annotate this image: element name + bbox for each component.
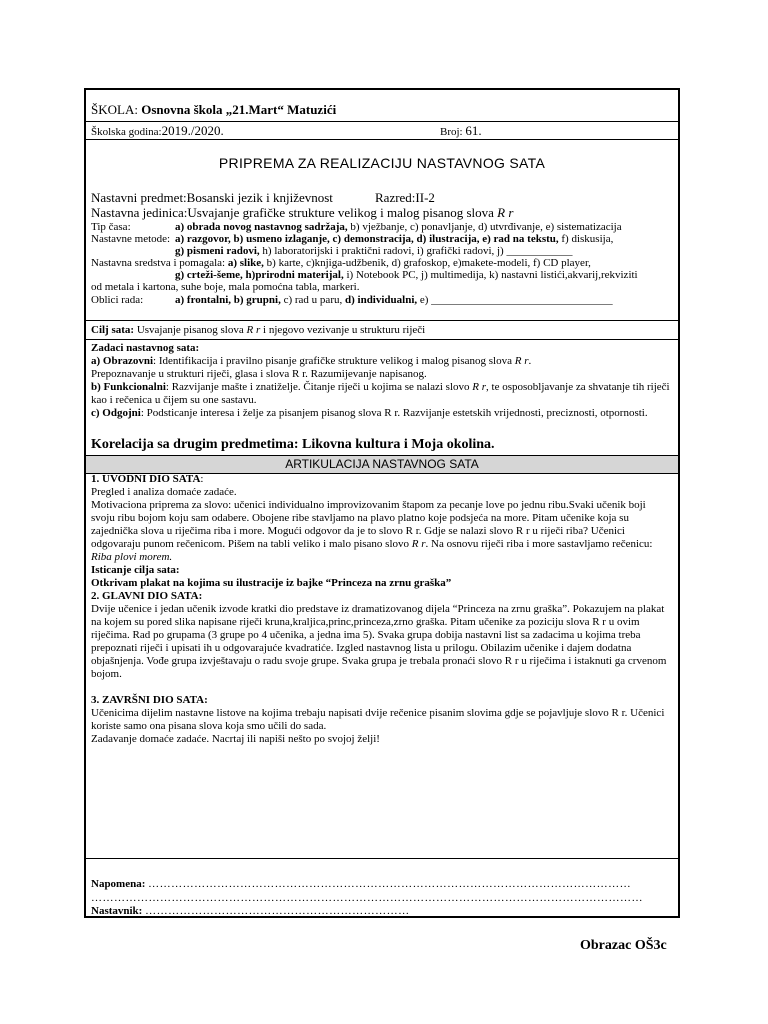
task-c-label: c) Odgojni xyxy=(91,407,141,419)
school-row xyxy=(86,90,678,122)
task-a-label: a) Obrazovni xyxy=(91,355,154,367)
year-row xyxy=(86,122,678,140)
intro-para-sentence: Riba plovi morem. xyxy=(91,551,173,563)
task-b-text: : Razvijanje mašte i znatiželje. Čitanje riječi u kojima se nalazi slovo xyxy=(165,381,473,393)
final-line2: Zadavanje domaće zadaće. Nacrtaj ili napiši nešto po svojoj želji! xyxy=(91,733,380,745)
school-year xyxy=(91,124,224,139)
lesson-plan-form xyxy=(84,88,680,918)
methods-line2-options: h) laboratorijski i praktični radovi, i) grafički radovi, j) ____________ xyxy=(259,245,573,257)
forms-line xyxy=(91,294,613,307)
task-b-rest: , te osposobljavanje za shvatanje tih riječi kao i rečenica u čijem su one sastavu. xyxy=(91,381,670,406)
methods-selected: a) razgovor, b) usmeno izlaganje, c) demonstracija, d) ilustracija, e) rad na tekstu, xyxy=(175,233,559,245)
tasks-heading: Zadaci nastavnog sata: xyxy=(91,342,200,354)
year-label: Školska godina: xyxy=(91,126,162,138)
intro-goal-text: Otkrivam plakat na kojima su ilustracije iz bajke “Princeza na zrnu graška” xyxy=(91,577,452,589)
task-b-label: b) Funkcionalni xyxy=(91,381,166,393)
tools-line2-selected: g) crteži-šeme, h)prirodni materijal, xyxy=(175,269,344,281)
dots-line xyxy=(91,892,643,905)
final-text: Učenicima dijelim nastavne listove na kojima trebaju napisati dvije rečenice pisanim slovima gdje se pojavljuje slovo R r. Učenici koriste samo ona pisana slova koja smo učili do sada. xyxy=(91,707,665,732)
intro-section xyxy=(91,473,672,746)
main-text: Dvije učenice i jedan učenik izvode kratki dio predstave iz dramatizovanog dijela “Princeza na zrnu graška”. Pokazujem na plakat na kojem su pored slika napisane riječi kruna,kraljica,princ,princeza,zrno graška. Pitam učenike za poziciju slova R r u ovim riječima. Rad po grupama (3 grupe po 4 učenika, a jedna ima 5). Svaka grupa dobija nastavni list sa zadacima u kojima treba prepoznati riječi i upisati ih u odgovarajuće kvadratiće. Izgled nastavnog lista u prilogu. Obilazim učenike i dajem dodatna objašnjenja. Vođe grupa izvještavaju o radu svoje grupe. Svaka grupa je trebala pronaći slovo R r u riječima i istaknuti ga crvenom bojom. xyxy=(91,603,667,680)
unit-label: Nastavna jedinica: xyxy=(91,205,188,220)
subject-line xyxy=(91,190,333,205)
task-upbringing xyxy=(91,407,672,420)
intro-para-letters: R r xyxy=(411,538,426,550)
tools-line-3: od metala i kartona, suhe boje, mala pomoćna tabla, markeri. xyxy=(91,281,360,293)
grade-line xyxy=(375,190,435,205)
forms-selected-2: d) individualni, xyxy=(342,294,418,306)
subject-value: Bosanski jezik i književnost xyxy=(186,190,333,205)
goal-row xyxy=(86,321,678,340)
methods-label: Nastavne metode: xyxy=(91,233,171,245)
goal-text: Usvajanje pisanog slova xyxy=(134,324,247,336)
lesson-type-selected: a) obrada novog nastavnog sadržaja, xyxy=(175,221,348,233)
tools-label: Nastavna sredstva i pomagala: xyxy=(91,257,226,269)
task-a-letters: R r xyxy=(514,355,529,367)
task-a-text: : Identifikacija i pravilno pisanje grafičke strukture velikog i malog pisanog slova xyxy=(153,355,515,367)
unit-letters: R r xyxy=(497,205,514,220)
main-heading: 2. GLAVNI DIO SATA: xyxy=(91,590,203,602)
intro-para-text: Motivaciona priprema za slovo: učenici individualno improvizovanim štapom za pecanje love po jednu ribu.Svaki učenik boji svoju ribu bojom koju sam odabere. Obojene ribe stavljamo na plavo platno koje podsjeća na more. Pitam učenike koja su zajednička slova u riječima riba i more. Mogući odgovor da je to slovo R r. Gdje se nalazi slovo R r u riječi riba? Učenici odgovaraju punom rečenicom. Pišem na tabli veliko i malo pisano slovo xyxy=(91,499,646,550)
intro-heading-line xyxy=(91,473,672,486)
unit-value: Usvajanje grafičke strukture velikog i malog pisanog slova xyxy=(187,205,494,220)
task-functional xyxy=(91,381,672,407)
school-prefix: ŠKOLA: xyxy=(91,102,138,117)
goal-label: Cilj sata: xyxy=(91,324,135,336)
tools-line2-options: i) Notebook PC, j) multimedija, k) nastavni listići,akvarij,rekviziti xyxy=(343,269,638,281)
lesson-type-options: b) vježbanje, c) ponavljanje, d) utvrđivanje, e) sistematizacija xyxy=(347,221,622,233)
intro-heading-colon: : xyxy=(200,473,204,485)
goal-letters: R r xyxy=(246,324,261,336)
intro-line1: Pregled i analiza domaće zadaće. xyxy=(91,486,237,498)
correlation-line: Korelacija sa drugim predmetima: Likovna kultura i Moja okolina. xyxy=(91,437,495,452)
tools-selected: a) slike, xyxy=(225,257,264,269)
task-a-line2: Prepoznavanje u strukturi riječi, glasa i slova R r. Razumijevanje napisanog. xyxy=(91,368,427,380)
teacher-line xyxy=(91,905,410,918)
methods-options: f) diskusija, xyxy=(558,233,614,245)
articulation-heading: ARTIKULACIJA NASTAVNOG SATA xyxy=(86,455,678,474)
form-code: Obrazac OŠ3c xyxy=(580,938,667,953)
intro-paragraph xyxy=(91,499,672,564)
school-line xyxy=(91,102,336,117)
methods-line2-selected: g) pismeni radovi, xyxy=(175,245,260,257)
number-field xyxy=(440,124,482,139)
info-section xyxy=(86,140,678,321)
number-label: Broj: xyxy=(440,126,463,138)
year-value: 2019./2020. xyxy=(161,123,224,138)
final-heading: 3. ZAVRŠNI DIO SATA: xyxy=(91,694,208,706)
task-educational xyxy=(91,355,672,368)
tools-options: b) karte, c)knjiga-udžbenik, d) grafoskop, e)makete-modeli, f) CD player, xyxy=(263,257,591,269)
page-title: PRIPREMA ZA REALIZACIJU NASTAVNOG SATA xyxy=(218,155,546,171)
forms-selected-1: a) frontalni, b) grupni, xyxy=(175,294,281,306)
intro-heading: 1. UVODNI DIO SATA xyxy=(91,473,201,485)
forms-option-other: e) _________________________________ xyxy=(417,294,613,306)
task-a-end: . xyxy=(528,355,532,367)
grade-label: Razred: xyxy=(375,190,416,205)
note-label: Napomena: xyxy=(91,878,146,890)
task-c-text: : Podsticanje interesa i želje za pisanjem pisanog slova R r. Razvijanje estetskih vrijednosti, preciznosti, otpornosti. xyxy=(140,407,648,419)
task-b-letters: R r xyxy=(472,381,487,393)
school-name: Osnovna škola „21.Mart“ Matuzići xyxy=(141,102,337,117)
note-dots: ……………………………………………………………………………………………………………… xyxy=(148,878,632,890)
note-line xyxy=(91,878,631,891)
goal-line xyxy=(91,324,425,337)
unit-line xyxy=(91,205,513,220)
forms-label: Oblici rada: xyxy=(91,294,144,306)
teacher-label: Nastavnik: xyxy=(91,905,143,917)
forms-option-pair: c) rad u paru, xyxy=(280,294,343,306)
lesson-type-label: Tip časa: xyxy=(91,221,131,233)
spacer xyxy=(91,681,672,694)
goal-rest: i njegovo vezivanje u strukturu riječi xyxy=(260,324,426,336)
teacher-dots: …………………………………………………………… xyxy=(145,905,410,917)
intro-goal-label: Isticanje cilja sata: xyxy=(91,564,180,576)
intro-para-mid: . Na osnovu riječi riba i more sastavljamo rečenicu: xyxy=(425,538,653,550)
tasks-block xyxy=(91,342,672,420)
number-value: 61. xyxy=(465,123,482,138)
grade-value: II-2 xyxy=(415,190,435,205)
subject-label: Nastavni predmet: xyxy=(91,190,187,205)
footer-divider xyxy=(86,858,678,859)
blank-dots: ……………………………………………………………………………………………………………………………… xyxy=(91,892,643,904)
